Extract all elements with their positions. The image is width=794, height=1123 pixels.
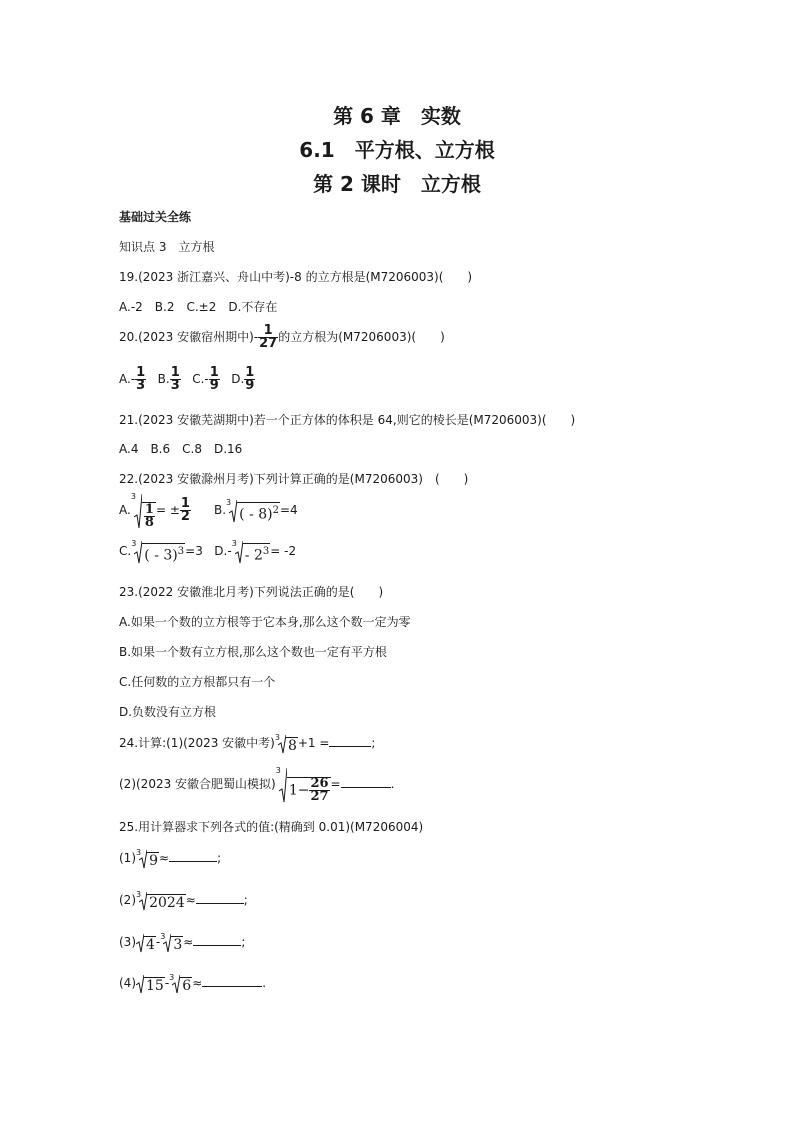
question-20-options <box>119 364 255 394</box>
q22-c-body: ( - 3) <box>144 547 178 564</box>
q25-p2-approx: ≈ <box>185 893 196 907</box>
q20-frac-denominator: 27 <box>259 336 278 351</box>
cuberoot-index: 3 <box>274 732 280 742</box>
question-24-part1 <box>119 730 375 756</box>
q24-part1-suffix: +1 = <box>297 736 330 750</box>
q22-option-a <box>119 490 191 530</box>
knowledge-point-label: 知识点 3 立方根 <box>119 240 215 254</box>
q25-p3-cuberoot-body: 3 <box>173 936 183 953</box>
q25-p1-answer-blank[interactable] <box>169 851 217 862</box>
q25-p4-tail: . <box>262 976 267 990</box>
q20-prefix: 20.(2023 安徽宿州期中)- <box>119 330 259 344</box>
q24-part2-answer-blank[interactable] <box>341 777 391 788</box>
q25-p2-body: 2024 <box>149 894 185 911</box>
q25-p4-label: (4) <box>119 976 136 990</box>
q25-p1-approx: ≈ <box>159 851 170 865</box>
q22-c-cuberoot <box>131 540 185 564</box>
q20-a-n: 1 <box>136 365 146 380</box>
q23-option-c: C.任何数的立方根都只有一个 <box>119 675 276 689</box>
question-20-stem <box>119 322 445 352</box>
cuberoot-index: 3 <box>169 972 175 982</box>
q20-option-b-label: B. <box>157 372 170 386</box>
q22-a-res-numerator: 1 <box>180 496 190 511</box>
cuberoot-index: 3 <box>231 538 237 548</box>
q22-d-label: D.- <box>214 544 232 558</box>
q22-b-exponent: 2 <box>272 504 279 516</box>
q22-b-body: ( - 8) <box>239 506 273 523</box>
q25-p1-body: 9 <box>149 852 159 869</box>
q20-option-c-label: C.- <box>192 372 209 386</box>
q25-p3-answer-blank[interactable] <box>193 935 241 946</box>
q24-part2-one-minus: 1− <box>288 782 310 798</box>
chapter-title: 第 6 章 实数 <box>333 104 461 128</box>
q25-p2-cuberoot <box>136 891 186 911</box>
q25-p3-approx: ≈ <box>183 935 194 949</box>
radical-sign-icon <box>136 933 144 953</box>
q25-p4-approx: ≈ <box>192 976 203 990</box>
q24-part1-answer-blank[interactable] <box>329 736 371 747</box>
q22-c-label: C. <box>119 544 132 558</box>
radical-sign-icon <box>279 767 287 803</box>
radical-sign-icon <box>172 974 180 994</box>
q22-a-res-denominator: 2 <box>180 509 190 524</box>
q22-a-cuberoot <box>131 493 156 529</box>
q22-d-body: - 2 <box>244 547 263 564</box>
q20-a-d: 3 <box>136 378 146 393</box>
lesson-title: 第 2 课时 立方根 <box>313 172 481 196</box>
q20-frac-numerator: 1 <box>258 325 278 338</box>
question-22-stem: 22.(2023 安徽滁州月考)下列计算正确的是(M7206003) ( ) <box>119 472 469 486</box>
q25-part3 <box>119 929 245 955</box>
q20-b-d: 3 <box>170 378 180 393</box>
q25-p2-tail: ; <box>243 893 248 907</box>
practice-label: 基础过关全练 <box>119 210 192 224</box>
q22-d-result: = -2 <box>270 544 297 558</box>
cuberoot-index: 3 <box>130 491 136 501</box>
q25-p4-cuberoot-body: 6 <box>182 977 192 994</box>
q20-c-n: 1 <box>209 365 219 380</box>
q20-option-a-fraction <box>135 367 146 392</box>
q22-c-result: =3 <box>185 544 203 558</box>
q25-p3-cuberoot <box>160 933 183 953</box>
cuberoot-index: 3 <box>160 931 166 941</box>
radical-sign-icon <box>134 540 142 564</box>
q25-p4-minus: - <box>164 976 170 990</box>
q24-part1-cuberoot <box>275 734 298 754</box>
q25-p1-label: (1) <box>119 851 136 865</box>
question-21-stem: 21.(2023 安徽芜湖期中)若一个正方体的体积是 64,则它的棱长是(M7206003)( ) <box>119 413 576 427</box>
q22-a-label: A. <box>119 503 131 517</box>
q25-p3-minus: - <box>155 935 161 949</box>
q22-b-cuberoot <box>226 499 280 523</box>
q24-part2-prefix: (2)(2023 安徽合肥蜀山模拟) <box>119 777 276 791</box>
q24-part2-end: . <box>390 777 395 791</box>
q22-option-c <box>119 536 296 566</box>
q24-part1-end: ; <box>371 736 376 750</box>
cuberoot-index: 3 <box>131 538 137 548</box>
radical-sign-icon <box>139 891 147 911</box>
q24-part2-suffix: = <box>330 777 341 791</box>
q24-part2-numerator: 26 <box>310 775 329 791</box>
radical-sign-icon <box>235 540 243 564</box>
q22-a-rad-numerator: 1 <box>144 501 154 517</box>
q20-option-c-fraction <box>209 367 220 392</box>
q22-option-b <box>214 490 298 530</box>
q22-c-exponent: 3 <box>177 545 185 557</box>
q22-d-cuberoot <box>232 540 271 564</box>
cuberoot-index: 3 <box>136 847 142 857</box>
cuberoot-index: 3 <box>275 765 281 775</box>
q24-part1-body: 8 <box>287 737 297 754</box>
q20-d-n: 1 <box>245 365 255 380</box>
question-19-options: A.-2 B.2 C.±2 D.不存在 <box>119 300 278 314</box>
q25-p2-label: (2) <box>119 893 136 907</box>
question-23-stem: 23.(2022 安徽淮北月考)下列说法正确的是( ) <box>119 585 384 599</box>
q24-part2-cuberoot <box>276 767 331 803</box>
q25-p3-tail: ; <box>241 935 246 949</box>
q20-fraction <box>258 325 278 350</box>
q25-part1 <box>119 845 221 871</box>
q20-b-n: 1 <box>170 365 180 380</box>
q25-p2-answer-blank[interactable] <box>196 893 244 904</box>
q25-p1-tail: ; <box>217 851 222 865</box>
q22-b-label: B. <box>214 503 227 517</box>
q20-option-b-fraction <box>170 367 181 392</box>
radical-sign-icon <box>134 493 142 529</box>
q22-a-rad-denominator: 8 <box>144 514 154 530</box>
q22-a-equals: = ± <box>155 503 180 517</box>
q20-option-a-label: A.- <box>119 372 136 386</box>
q24-part2-denominator: 27 <box>310 788 329 804</box>
q25-p3-sqrt-body: 4 <box>146 936 155 953</box>
cuberoot-index: 3 <box>136 889 142 899</box>
radical-sign-icon <box>136 974 144 994</box>
q25-p1-cuberoot <box>136 849 159 869</box>
cuberoot-index: 3 <box>226 497 232 507</box>
q25-p3-label: (3) <box>119 935 136 949</box>
q20-option-d-label: D. <box>231 372 245 386</box>
radical-sign-icon <box>163 933 171 953</box>
q20-d-d: 9 <box>245 378 255 393</box>
q25-part4 <box>119 970 266 996</box>
question-24-part2 <box>119 764 394 804</box>
q24-part1-prefix: 24.计算:(1)(2023 安徽中考) <box>119 736 275 750</box>
q25-part2 <box>119 887 248 913</box>
q22-d-exponent: 3 <box>262 545 270 557</box>
section-title: 6.1 平方根、立方根 <box>299 138 495 162</box>
q20-c-d: 9 <box>209 378 219 393</box>
question-25-stem: 25.用计算器求下列各式的值:(精确到 0.01)(M7206004) <box>119 820 424 834</box>
radical-sign-icon <box>229 499 237 523</box>
q25-p4-sqrt <box>136 974 165 994</box>
q25-p4-cuberoot <box>169 974 192 994</box>
q25-p4-answer-blank[interactable] <box>202 976 262 987</box>
q20-suffix: 的立方根为(M7206003)( ) <box>278 330 445 344</box>
q25-p4-sqrt-body: 15 <box>146 977 164 994</box>
radical-sign-icon <box>278 734 286 754</box>
question-21-options: A.4 B.6 C.8 D.16 <box>119 442 243 456</box>
q23-option-b: B.如果一个数有立方根,那么这个数也一定有平方根 <box>119 645 387 659</box>
question-19-stem: 19.(2023 浙江嘉兴、舟山中考)-8 的立方根是(M7206003)( ) <box>119 270 473 284</box>
radical-sign-icon <box>139 849 147 869</box>
q23-option-d: D.负数没有立方根 <box>119 705 217 719</box>
q25-p3-sqrt <box>136 933 156 953</box>
q20-option-d-fraction <box>244 367 255 392</box>
q22-b-result: =4 <box>279 503 298 517</box>
q23-option-a: A.如果一个数的立方根等于它本身,那么这个数一定为零 <box>119 615 411 629</box>
